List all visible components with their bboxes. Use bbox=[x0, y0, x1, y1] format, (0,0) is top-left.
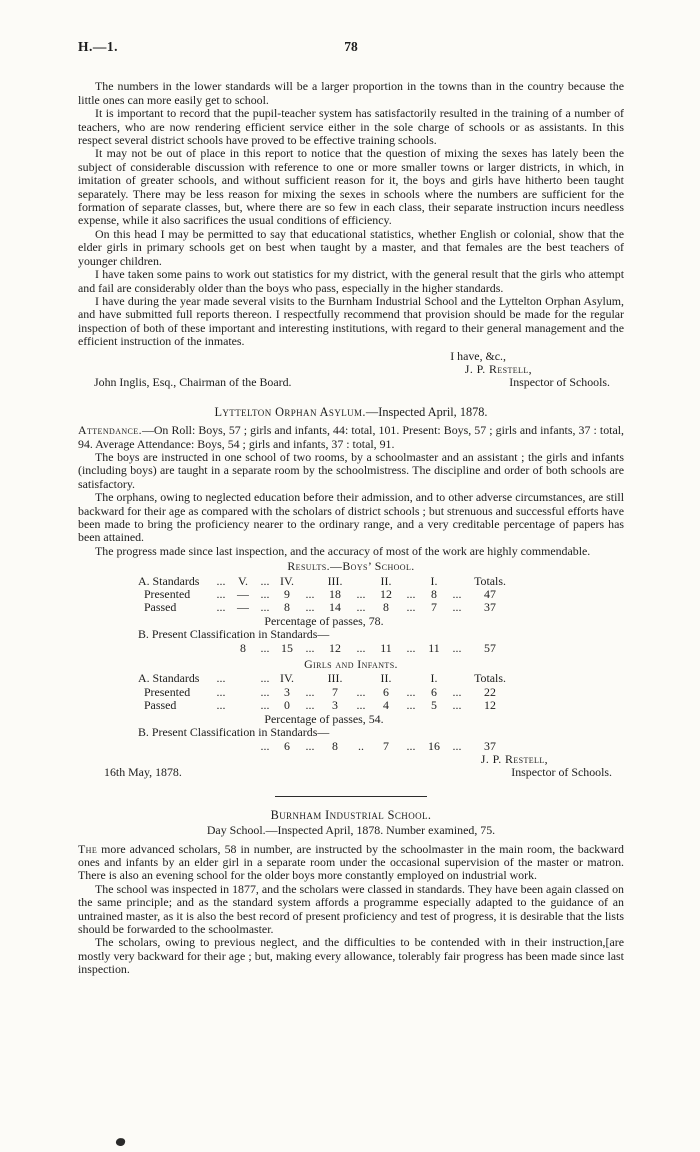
report-date: 16th May, 1878. bbox=[104, 765, 182, 780]
table-row bbox=[138, 575, 624, 588]
table-cell: 18 bbox=[329, 587, 341, 602]
inspector-report bbox=[78, 80, 624, 389]
table-cell: ... bbox=[452, 684, 462, 699]
addressee: John Inglis, Esq., Chairman of the Board. bbox=[94, 375, 292, 390]
section-heading-rest: —Inspected April, 1878. bbox=[365, 404, 488, 419]
table-cell: ... bbox=[305, 587, 315, 602]
section-heading: Burnham Industrial School. bbox=[270, 807, 432, 822]
paragraph: It is important to record that the pupil-teacher system has satisfactorily resulted in the training of a number of teachers, who are now rendering efficient service either in the sole charge of schools or as assistants. In this respect several district schools have proved to be effective training schools. bbox=[78, 106, 624, 148]
table-cell: ... bbox=[356, 587, 366, 602]
table-cell: 9 bbox=[284, 587, 290, 602]
table-cell: 8 bbox=[383, 600, 389, 615]
table-cell: ... bbox=[260, 587, 270, 602]
boys-percentage: Percentage of passes, 78. bbox=[264, 613, 384, 628]
boys-classification-label: B. Present Classification in Standards— bbox=[138, 627, 330, 642]
table-cell: ... bbox=[216, 587, 226, 602]
section-heading bbox=[78, 406, 624, 419]
signature-name: J. P. Restell, bbox=[464, 361, 532, 376]
paragraph bbox=[78, 843, 624, 883]
table-cell: ... bbox=[406, 600, 416, 615]
table-cell bbox=[444, 672, 470, 685]
table-row bbox=[138, 699, 624, 712]
paragraph: The school was inspected in 1877, and the scholars were classed in standards. They have been again classed on the same principle; and as the standard system affords a programme especially adapted to the guidance of an untrained master, as it is also the best record of present proficiency and test of progress, it is desirable that the lists should be forwarded to the schoolmaster. bbox=[78, 881, 624, 936]
paragraph: I have taken some pains to work out statistics for my district, with the general result that the girls who attempt and fail are considerably older than the boys who pass, especially in the higher standards. bbox=[78, 267, 624, 295]
table-cell: ... bbox=[406, 698, 416, 713]
table-cell: I. bbox=[430, 573, 438, 588]
table-cell: I. bbox=[430, 671, 438, 686]
table-cell: 8 bbox=[431, 587, 437, 602]
paragraph: The scholars, owing to previous neglect, and the difficulties to be contended with in their instruction,[are mostly very backward for their age ; but, making every allowance, tolerably fair progress has been made since last inspection. bbox=[78, 935, 624, 977]
table-cell: 14 bbox=[329, 600, 341, 615]
table-cell bbox=[444, 575, 470, 588]
table-cell: 8 bbox=[332, 738, 338, 753]
signature-title: Inspector of Schools. bbox=[511, 765, 612, 780]
table-cell: ... bbox=[260, 573, 270, 588]
table-cell: Totals. bbox=[474, 671, 506, 686]
table-cell: ... bbox=[356, 698, 366, 713]
section-heading-name: Lyttelton Orphan Asylum. bbox=[214, 404, 366, 419]
table-cell: 7 bbox=[332, 684, 338, 699]
table-cell: 22 bbox=[484, 684, 496, 699]
table-row bbox=[138, 686, 624, 699]
page-content bbox=[78, 40, 624, 977]
paragraph: The orphans, owing to neglected education before their admission, and to other adverse circumstances, are still backward for their age as compared with the scholars of district schools ; but strenuous and successful efforts have been made to bring the proficiency nearer to the ordinary range, and a very creditable percentage of papers has been attained. bbox=[78, 490, 624, 545]
table-cell bbox=[232, 740, 254, 753]
attendance-lead: Attendance. bbox=[78, 423, 142, 438]
table-cell: ... bbox=[260, 640, 270, 655]
row-label: A. Standards bbox=[138, 671, 200, 686]
table-cell: ... bbox=[452, 587, 462, 602]
table-cell: ... bbox=[356, 600, 366, 615]
section-subheading: Day School.—Inspected April, 1878. Number examined, 75. bbox=[206, 823, 496, 838]
table-cell bbox=[232, 672, 254, 685]
table-cell bbox=[232, 686, 254, 699]
table-row bbox=[138, 601, 624, 614]
table-cell: II. bbox=[380, 671, 392, 686]
table-cell: III. bbox=[327, 671, 343, 686]
paragraph: On this head I may be permitted to say that educational statistics, whether English or colonial, show that the elder girls in primary schools get on best when taught by a master, and that females are the best teachers of younger children. bbox=[78, 226, 624, 268]
paragraph: It may not be out of place in this report to notice that the question of mixing the sexes has lately been the subject of considerable discussion with reference to one or more smaller towns or larger districts, in which, in imitation of greater schools, and without sufficient reason for it, the boys and girls have hitherto been taught separately. There may be less reason for mixing the sexes in schools where the numbers are sufficient for the formation of separate classes, but, where there are so few in each class, their separate instruction incurs needless expense, while it also sacrifices the usual conditions of efficiency. bbox=[78, 146, 624, 228]
table-cell: ... bbox=[305, 684, 315, 699]
table-cell: 5 bbox=[431, 698, 437, 713]
table-cell bbox=[348, 672, 374, 685]
table-cell: 57 bbox=[484, 640, 496, 655]
document-reference: H.—1. bbox=[78, 39, 119, 54]
ink-speck bbox=[115, 1137, 125, 1147]
table-cell: 7 bbox=[383, 738, 389, 753]
table-cell: 8 bbox=[284, 600, 290, 615]
table-cell: 8 bbox=[240, 640, 246, 655]
table-cell: ... bbox=[406, 684, 416, 699]
table-cell: ... bbox=[452, 698, 462, 713]
table-cell: 37 bbox=[484, 600, 496, 615]
table-cell: ... bbox=[356, 640, 366, 655]
table-cell: ... bbox=[305, 698, 315, 713]
table-cell: 15 bbox=[281, 640, 293, 655]
table-cell bbox=[398, 672, 424, 685]
girls-results-table bbox=[138, 672, 624, 712]
valediction: I have, &c., bbox=[450, 348, 506, 363]
paragraph-text: more advanced scholars, 58 in number, are instructed by the schoolmaster in the main room, the backward ones and infants by an elder girl in a separate room under the occasional supervision of the master or matron. There is also an evening school for the older boys more constantly employed on industrial work. bbox=[78, 841, 624, 883]
table-cell: ... bbox=[452, 600, 462, 615]
row-label: Passed bbox=[138, 600, 177, 615]
table-cell: ... bbox=[305, 640, 315, 655]
table-cell: 3 bbox=[332, 698, 338, 713]
row-label: Passed bbox=[138, 698, 177, 713]
table-cell bbox=[298, 672, 322, 685]
table-cell bbox=[210, 740, 232, 753]
table-cell: 16 bbox=[428, 738, 440, 753]
table-cell: 11 bbox=[428, 640, 440, 655]
table-cell bbox=[298, 575, 322, 588]
table-cell: IV. bbox=[280, 671, 294, 686]
table-cell: ... bbox=[452, 738, 462, 753]
table-cell: III. bbox=[327, 573, 343, 588]
page-number: 78 bbox=[344, 39, 358, 54]
row-label bbox=[138, 740, 210, 753]
table-cell: II. bbox=[380, 573, 392, 588]
attendance-paragraph bbox=[78, 424, 624, 451]
table-cell bbox=[398, 575, 424, 588]
table-cell: IV. bbox=[280, 573, 294, 588]
row-label: Presented bbox=[138, 587, 191, 602]
table-cell: ... bbox=[216, 600, 226, 615]
table-row bbox=[138, 740, 624, 753]
table-cell: 6 bbox=[383, 684, 389, 699]
table-row bbox=[138, 642, 624, 655]
table-row bbox=[138, 588, 624, 601]
table-cell: ... bbox=[356, 684, 366, 699]
table-cell: 3 bbox=[284, 684, 290, 699]
table-cell: ... bbox=[406, 738, 416, 753]
lyttelton-section bbox=[78, 406, 624, 780]
table-cell: ... bbox=[406, 587, 416, 602]
table-cell: 47 bbox=[484, 587, 496, 602]
table-cell: — bbox=[237, 587, 249, 602]
signature-title: Inspector of Schools. bbox=[509, 375, 610, 390]
table-row bbox=[138, 672, 624, 685]
signature-row bbox=[78, 376, 624, 389]
page-header bbox=[78, 40, 624, 53]
table-cell: 12 bbox=[329, 640, 341, 655]
table-cell: 4 bbox=[383, 698, 389, 713]
boys-classification-table bbox=[138, 642, 624, 655]
boys-results-title: Results.—Boys’ School. bbox=[287, 559, 415, 574]
table-cell: 11 bbox=[380, 640, 392, 655]
paragraph: The numbers in the lower standards will be a larger proportion in the towns than in the country because the little ones can more easily get to school. bbox=[78, 79, 624, 107]
table-cell: ... bbox=[216, 671, 226, 686]
burnham-section bbox=[78, 809, 624, 977]
table-cell: ... bbox=[260, 738, 270, 753]
row-label bbox=[138, 642, 210, 655]
table-cell: 7 bbox=[431, 600, 437, 615]
table-cell: V. bbox=[237, 573, 249, 588]
paragraph: I have during the year made several visits to the Burnham Industrial School and the Lyttelton Orphan Asylum, and have submitted full reports thereon. I respectfully recommend that provision should be made for the regular inspection of both of these important and interesting institutions, with regard to their general management and the efficient instruction of the inmates. bbox=[78, 293, 624, 349]
row-label: Presented bbox=[138, 684, 191, 699]
table-cell: 6 bbox=[431, 684, 437, 699]
section-divider bbox=[275, 796, 427, 797]
table-cell bbox=[232, 699, 254, 712]
table-cell: Totals. bbox=[474, 573, 506, 588]
table-cell: 37 bbox=[484, 738, 496, 753]
table-cell: ... bbox=[305, 738, 315, 753]
girls-percentage: Percentage of passes, 54. bbox=[264, 711, 384, 726]
table-cell: ... bbox=[260, 600, 270, 615]
table-cell: 0 bbox=[284, 698, 290, 713]
table-cell: ... bbox=[216, 698, 226, 713]
table-cell: 12 bbox=[380, 587, 392, 602]
table-cell: ... bbox=[406, 640, 416, 655]
girls-results-title: Girls and Infants. bbox=[304, 657, 398, 672]
table-cell bbox=[210, 642, 232, 655]
paragraph: The progress made since last inspection, and the accuracy of most of the work are highly commendable. bbox=[95, 543, 591, 558]
table-cell: .. bbox=[358, 738, 364, 753]
attendance-text: —On Roll: Boys, 57 ; girls and infants, 44: total, 101. Present: Boys, 57 ; girls and infants, 37 : total, 94. Average Attendance: Boys, 54 ; girls and infants, 37 : total, 91. bbox=[78, 423, 624, 451]
table-cell bbox=[348, 575, 374, 588]
table-cell: ... bbox=[260, 698, 270, 713]
table-cell: ... bbox=[260, 671, 270, 686]
table-cell: 6 bbox=[284, 738, 290, 753]
girls-classification-table bbox=[138, 740, 624, 753]
boys-results-table bbox=[138, 575, 624, 615]
paragraph-lead: The bbox=[78, 841, 98, 856]
table-cell: — bbox=[237, 600, 249, 615]
paragraph: The boys are instructed in one school of two rooms, by a schoolmaster and an assistant ; the girls and infants (including boys) are taught in a separate room by the schoolmistress. The discipline and order of both schools are satisfactory. bbox=[78, 449, 624, 491]
table-cell: ... bbox=[216, 684, 226, 699]
row-label: A. Standards bbox=[138, 573, 200, 588]
signature-row bbox=[78, 766, 624, 779]
signature-name: J. P. Restell, bbox=[480, 751, 548, 766]
table-cell: ... bbox=[305, 600, 315, 615]
table-cell: ... bbox=[216, 573, 226, 588]
girls-classification-label: B. Present Classification in Standards— bbox=[138, 725, 330, 740]
table-cell: ... bbox=[260, 684, 270, 699]
table-cell: 12 bbox=[484, 698, 496, 713]
table-cell: ... bbox=[452, 640, 462, 655]
